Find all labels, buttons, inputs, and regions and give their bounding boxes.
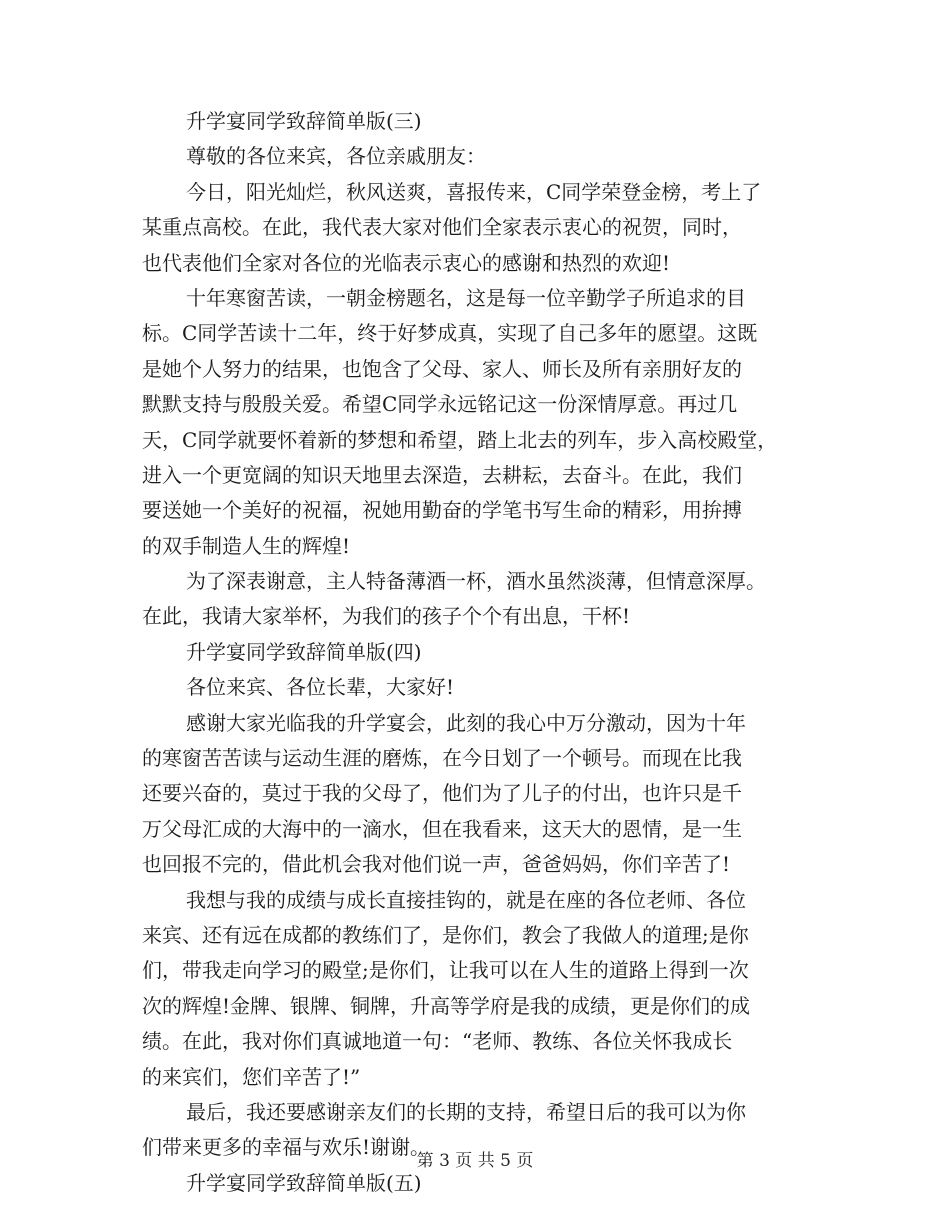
text-line: 感谢大家光临我的升学宴会，此刻的我心中万分激动，因为十年 — [186, 710, 746, 735]
text-line: 标。C同学苦读十二年，终于好梦成真，实现了自己多年的愿望。这既 — [142, 321, 758, 346]
document-body — [142, 104, 832, 1201]
text-line: 们，带我走向学习的殿堂;是你们，让我可以在人生的道路上得到一次 — [142, 958, 749, 983]
text-line: 各位来宾、各位长辈，大家好! — [186, 675, 455, 700]
text-line: 进入一个更宽阔的知识天地里去深造，去耕耘，去奋斗。在此，我们 — [142, 462, 742, 487]
text-line: 今日，阳光灿烂，秋风送爽，喜报传来，C同学荣登金榜，考上了 — [186, 179, 762, 204]
text-line: 的双手制造人生的辉煌! — [142, 533, 351, 558]
text-line: 还要兴奋的，莫过于我的父母了，他们为了儿子的付出，也许只是千 — [142, 781, 742, 806]
text-line: 默默支持与殷殷关爱。希望C同学永远铭记这一份深情厚意。再过几 — [142, 392, 738, 417]
text-line: 尊敬的各位来宾，各位亲戚朋友： — [186, 144, 486, 169]
text-line: 最后，我还要感谢亲友们的长期的支持，希望日后的我可以为你 — [186, 1099, 746, 1124]
text-line: 次的辉煌!金牌、银牌、铜牌，升高等学府是我的成绩，更是你们的成 — [142, 993, 751, 1018]
text-line: 的来宾们，您们辛苦了!” — [142, 1064, 361, 1089]
text-line: 的寒窗苦苦读与运动生涯的磨炼，在今日划了一个顿号。而现在比我 — [142, 746, 742, 771]
text-line: 是她个人努力的结果，也饱含了父母、家人、师长及所有亲朋好友的 — [142, 356, 742, 381]
text-line: 某重点高校。在此，我代表大家对他们全家表示衷心的祝贺，同时， — [142, 215, 742, 240]
text-line: 要送她一个美好的祝福，祝她用勤奋的学笔书写生命的精彩，用拚搏 — [142, 498, 742, 523]
text-line: 来宾、还有远在成都的教练们了，是你们，教会了我做人的道理;是你 — [142, 922, 749, 947]
text-line: 万父母汇成的大海中的一滴水，但在我看来，这天大的恩情，是一生 — [142, 816, 742, 841]
text-line: 绩。在此，我对你们真诚地道一句：“老师、教练、各位关怀我成长 — [142, 1029, 733, 1054]
text-line: 在此，我请大家举杯，为我们的孩子个个有出息，干杯! — [142, 604, 631, 629]
text-line: 也回报不完的，借此机会我对他们说一声，爸爸妈妈，你们辛苦了! — [142, 852, 731, 877]
text-line: 天，C同学就要怀着新的梦想和希望，踏上北去的列车，步入高校殿堂， — [142, 427, 778, 452]
text-line: 也代表他们全家对各位的光临表示衷心的感谢和热烈的欢迎! — [142, 250, 671, 275]
text-line: 十年寒窗苦读，一朝金榜题名，这是每一位辛勤学子所追求的目 — [186, 285, 746, 310]
page-footer: 第 3 页 共 5 页 — [416, 1151, 534, 1171]
text-line: 为了深表谢意，主人特备薄酒一杯，酒水虽然淡薄，但情意深厚。 — [186, 569, 766, 594]
text-line: 升学宴同学致辞简单版(三) — [186, 109, 422, 133]
text-line: 升学宴同学致辞简单版(四) — [186, 639, 422, 664]
text-line: 升学宴同学致辞简单版(五) — [186, 1170, 422, 1195]
text-line: 我想与我的成绩与成长直接挂钩的，就是在座的各位老师、各位 — [186, 887, 746, 912]
text-line: 们带来更多的幸福与欢乐!谢谢。 — [142, 1135, 431, 1160]
